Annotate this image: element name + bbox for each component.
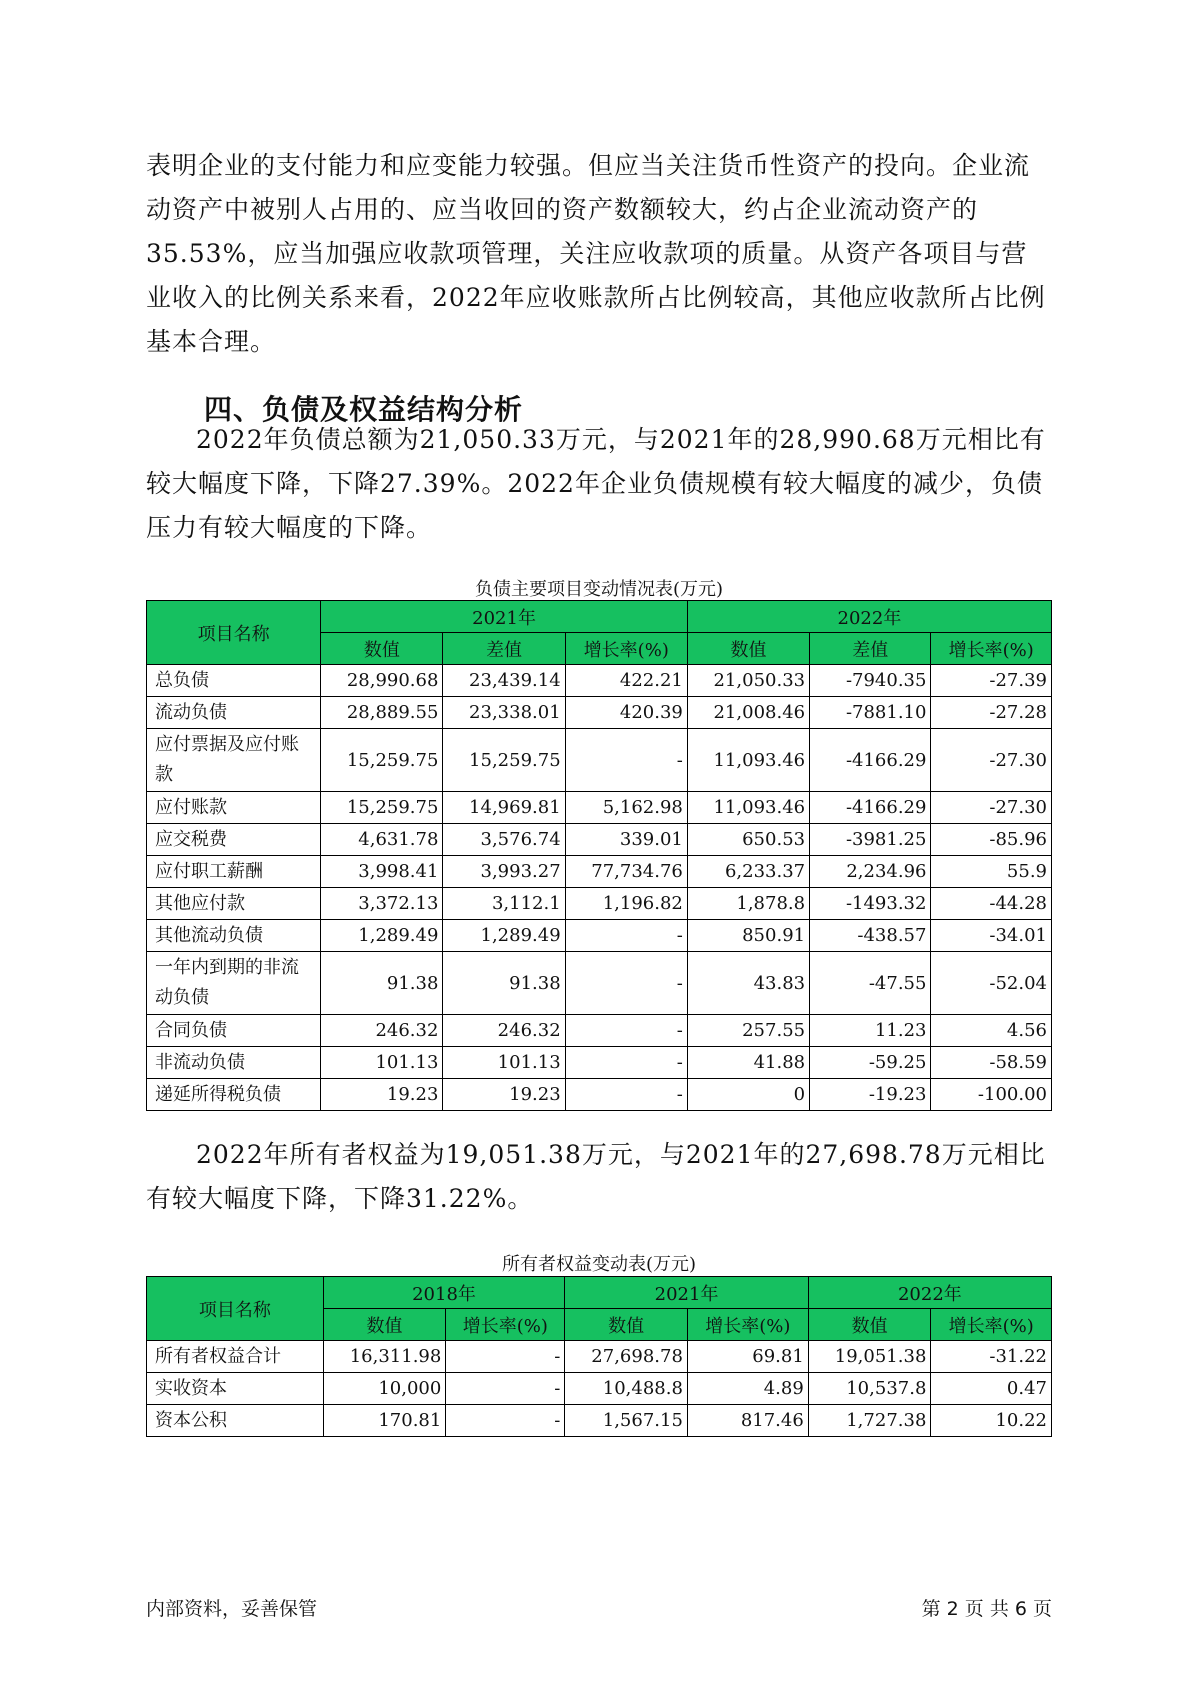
table-cell: 91.38 [443, 952, 565, 1015]
table-cell: 19,051.38 [808, 1341, 931, 1373]
column-header: 增长率(%) [931, 1309, 1052, 1341]
table-cell: -52.04 [931, 952, 1052, 1015]
section-heading: 四、负债及权益结构分析 [204, 393, 524, 426]
table-row [147, 888, 1052, 920]
table-cell: 3,372.13 [321, 888, 443, 920]
table-cell: - [565, 952, 687, 1015]
table-cell: 21,050.33 [687, 665, 809, 697]
table-cell: -27.30 [931, 729, 1052, 792]
year-header: 2018年 [323, 1277, 565, 1309]
table-cell: -100.00 [931, 1079, 1052, 1111]
table-cell: 1,196.82 [565, 888, 687, 920]
table-cell: -3981.25 [810, 824, 931, 856]
table-cell: -438.57 [810, 920, 931, 952]
table-row [147, 729, 1052, 792]
table-row [147, 792, 1052, 824]
table-cell: 3,576.74 [443, 824, 565, 856]
table-cell: 2,234.96 [810, 856, 931, 888]
column-header: 差值 [810, 633, 931, 665]
table-cell: -4166.29 [810, 729, 931, 792]
table-cell: 21,008.46 [687, 697, 809, 729]
table-cell: 246.32 [443, 1015, 565, 1047]
table-cell: -85.96 [931, 824, 1052, 856]
row-label: 实收资本 [147, 1373, 324, 1405]
table-cell: 6,233.37 [687, 856, 809, 888]
year-header: 2022年 [808, 1277, 1051, 1309]
table-cell: 10,537.8 [808, 1373, 931, 1405]
equity-table [146, 1276, 1052, 1437]
table-cell: 41.88 [687, 1047, 809, 1079]
table-row [147, 824, 1052, 856]
row-label: 所有者权益合计 [147, 1341, 324, 1373]
table-cell: 170.81 [323, 1405, 446, 1437]
table-cell: 91.38 [321, 952, 443, 1015]
table-cell: - [446, 1373, 565, 1405]
table-cell: 23,338.01 [443, 697, 565, 729]
table-row [147, 1341, 1052, 1373]
row-label: 应付票据及应付账款 [147, 729, 321, 792]
table-cell: -1493.32 [810, 888, 931, 920]
footer-page-number: 第 2 页 共 6 页 [921, 1598, 1052, 1620]
table-cell: 422.21 [565, 665, 687, 697]
table-cell: 11,093.46 [687, 729, 809, 792]
table-cell: 14,969.81 [443, 792, 565, 824]
column-header: 数值 [565, 1309, 688, 1341]
row-label: 流动负债 [147, 697, 321, 729]
column-header: 增长率(%) [565, 633, 687, 665]
column-header: 数值 [808, 1309, 931, 1341]
table-cell: 10,488.8 [565, 1373, 688, 1405]
table-cell: - [565, 1047, 687, 1079]
row-label: 合同负债 [147, 1015, 321, 1047]
table-cell: 3,993.27 [443, 856, 565, 888]
row-label: 应付账款 [147, 792, 321, 824]
table-cell: 27,698.78 [565, 1341, 688, 1373]
table-row [147, 1015, 1052, 1047]
year-header: 2022年 [687, 601, 1051, 633]
table-cell: 11.23 [810, 1015, 931, 1047]
table-cell: 4,631.78 [321, 824, 443, 856]
table-cell: 0.47 [931, 1373, 1052, 1405]
table-cell: 0 [687, 1079, 809, 1111]
table-cell: 3,998.41 [321, 856, 443, 888]
table-cell: -31.22 [931, 1341, 1052, 1373]
table-cell: 4.56 [931, 1015, 1052, 1047]
paragraph-liability-summary: 2022年负债总额为21,050.33万元，与2021年的28,990.68万元相比有较大幅度下降，下降27.39%。2022年企业负债规模有较大幅度的减少，负债压力有较大幅度的下降。 [146, 425, 1046, 542]
table-cell: -7881.10 [810, 697, 931, 729]
table-cell: - [565, 1079, 687, 1111]
table-cell: 1,289.49 [443, 920, 565, 952]
footer-confidential: 内部资料，妥善保管 [146, 1598, 318, 1620]
table-cell: 15,259.75 [321, 729, 443, 792]
table-cell: 246.32 [321, 1015, 443, 1047]
table-cell: 1,878.8 [687, 888, 809, 920]
table-cell: 23,439.14 [443, 665, 565, 697]
table-cell: 16,311.98 [323, 1341, 446, 1373]
table-cell: 817.46 [687, 1405, 808, 1437]
table-cell: 10,000 [323, 1373, 446, 1405]
name-header: 项目名称 [147, 1277, 324, 1341]
row-label: 非流动负债 [147, 1047, 321, 1079]
table-cell: -27.30 [931, 792, 1052, 824]
liability-table [146, 600, 1052, 1111]
table-cell: 15,259.75 [321, 792, 443, 824]
column-header: 数值 [323, 1309, 446, 1341]
row-label: 总负债 [147, 665, 321, 697]
table-cell: 1,567.15 [565, 1405, 688, 1437]
table-cell: 19.23 [443, 1079, 565, 1111]
table-cell: -27.39 [931, 665, 1052, 697]
table-cell: -19.23 [810, 1079, 931, 1111]
table-cell: 4.89 [687, 1373, 808, 1405]
table-cell: 55.9 [931, 856, 1052, 888]
row-label: 一年内到期的非流动负债 [147, 952, 321, 1015]
row-label: 应交税费 [147, 824, 321, 856]
row-label: 其他流动负债 [147, 920, 321, 952]
table-cell: 1,727.38 [808, 1405, 931, 1437]
table-cell: - [565, 920, 687, 952]
table-cell: 339.01 [565, 824, 687, 856]
table-cell: -59.25 [810, 1047, 931, 1079]
table-cell: 28,990.68 [321, 665, 443, 697]
table-cell: - [565, 1015, 687, 1047]
table-cell: 257.55 [687, 1015, 809, 1047]
table-cell: 3,112.1 [443, 888, 565, 920]
table-cell: 1,289.49 [321, 920, 443, 952]
name-header: 项目名称 [147, 601, 321, 665]
table-cell: 650.53 [687, 824, 809, 856]
table-cell: 43.83 [687, 952, 809, 1015]
column-header: 增长率(%) [446, 1309, 565, 1341]
column-header: 数值 [687, 633, 809, 665]
table-cell: -47.55 [810, 952, 931, 1015]
table-cell: 15,259.75 [443, 729, 565, 792]
paragraph-equity-summary: 2022年所有者权益为19,051.38万元，与2021年的27,698.78万元相比有较大幅度下降，下降31.22%。 [146, 1140, 1046, 1213]
table-cell: 101.13 [321, 1047, 443, 1079]
table-cell: 11,093.46 [687, 792, 809, 824]
table-row [147, 665, 1052, 697]
table-cell: 850.91 [687, 920, 809, 952]
table-cell: -27.28 [931, 697, 1052, 729]
table-cell: -34.01 [931, 920, 1052, 952]
column-header: 增长率(%) [931, 633, 1052, 665]
table-cell: 420.39 [565, 697, 687, 729]
row-label: 递延所得税负债 [147, 1079, 321, 1111]
table-row [147, 1373, 1052, 1405]
table-row [147, 920, 1052, 952]
table-cell: 101.13 [443, 1047, 565, 1079]
table-cell: -4166.29 [810, 792, 931, 824]
year-header: 2021年 [321, 601, 688, 633]
table-cell: 28,889.55 [321, 697, 443, 729]
table-cell: 10.22 [931, 1405, 1052, 1437]
table-cell: 5,162.98 [565, 792, 687, 824]
table1-caption: 负债主要项目变动情况表(万元) [474, 579, 724, 600]
table-row [147, 1047, 1052, 1079]
table-row [147, 1079, 1052, 1111]
table-row [147, 697, 1052, 729]
table-cell: 69.81 [687, 1341, 808, 1373]
table-row [147, 952, 1052, 1015]
column-header: 增长率(%) [687, 1309, 808, 1341]
table-cell: -44.28 [931, 888, 1052, 920]
table-row [147, 856, 1052, 888]
row-label: 应付职工薪酬 [147, 856, 321, 888]
row-label: 其他应付款 [147, 888, 321, 920]
row-label: 资本公积 [147, 1405, 324, 1437]
column-header: 差值 [443, 633, 565, 665]
table-cell: - [446, 1405, 565, 1437]
paragraph-asset-analysis: 表明企业的支付能力和应变能力较强。但应当关注货币性资产的投向。企业流动资产中被别人占用的、应当收回的资产数额较大，约占企业流动资产的35.53%，应当加强应收款项管理，关注应收款项的质量。从资产各项目与营业收入的比例关系来看，2022年应收账款所占比例较高，其他应收款所占比例基本合理。 [146, 151, 1046, 356]
table-cell: - [565, 729, 687, 792]
table-cell: -58.59 [931, 1047, 1052, 1079]
table-cell: - [446, 1341, 565, 1373]
year-header: 2021年 [565, 1277, 808, 1309]
column-header: 数值 [321, 633, 443, 665]
table-cell: -7940.35 [810, 665, 931, 697]
table-cell: 77,734.76 [565, 856, 687, 888]
table2-caption: 所有者权益变动表(万元) [501, 1254, 697, 1275]
table-cell: 19.23 [321, 1079, 443, 1111]
table-row [147, 1405, 1052, 1437]
